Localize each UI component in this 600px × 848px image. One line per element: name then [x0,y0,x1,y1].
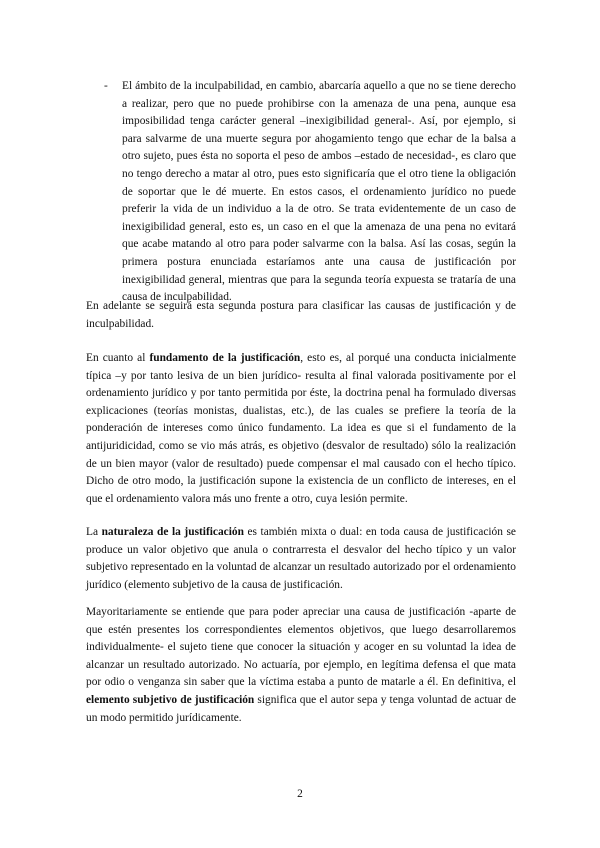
term-fundamento-justificacion: fundamento de la justificación [149,352,301,364]
paragraph-mayoritariamente-body: Mayoritariamente se entiende que para poder apreciar una causa de justificación -aparte de que estén presentes los correspondientes elementos objetivos, que luego desarrollaremos individualmente- el sujeto tiene que conocer la situación y acoger en su voluntad la idea de alcanzar un resultado autorizado. No actuaría, por ejemplo, en legítima defensa el que mata por odio o venganza sin saber que la víctima estaba a punto de matarle a él. En definitiva, el [86,606,516,689]
paragraph-mayoritariamente-tail: significa que el autor sepa y tenga voluntad de actuar de un modo permitido jurídicamente. [86,693,516,724]
paragraph-fundamento-body: , esto es, al porqué una conducta inicialmente típica –y por tanto lesiva de un bien jurídico- resulta al final valorada positivamente por el ordenamiento jurídico y por tanto permitida por éste, la doctrina penal ha formulado diversas explicaciones (teorías monistas, dualistas, etc.), de las cuales se prefiere la teoría de la ponderación de intereses como único fundamento. La idea es que si el fundamento de la antijuridicidad, como se vio más atrás, es objetivo (desvalor de resultado) sólo la realización de un bien mayor (valor de resultado) puede compensar el mal causado con el hecho típico. Dicho de otro modo, la justificación supone la existencia de un conflicto de intereses, en el que el ordenamiento valora más uno frente a otro, cuya lesión permite. [86,352,516,505]
bullet-marker: - [104,80,108,92]
paragraph-naturaleza [86,524,516,594]
paragraph-adelante: En adelante se seguirá esta segunda postura para clasificar las causas de justificación y de inculpabilidad. [86,300,516,330]
paragraph-naturaleza-lead: La [86,526,102,538]
paragraph-fundamento-lead: En cuanto al [86,352,150,364]
term-naturaleza-justificacion: naturaleza de la justificación [101,526,244,538]
page-number: 2 [297,788,303,800]
paragraph-mayoritariamente [86,604,516,727]
bullet-paragraph: El ámbito de la inculpabilidad, en cambio, abarcaría aquello a que no se tiene derecho a realizar, pero que no puede prohibirse con la amenaza de una pena, aunque esa imposibilidad tenga carácter general –inexigibilidad general-. Así, por ejemplo, si para salvarme de una muerte segura por ahogamiento tengo que echar de la balsa a otro sujeto, pues ésta no soporta el peso de ambos –estado de necesidad-, es claro que no tengo derecho a matar al otro, pues esto significaría que el otro tiene la obligación de soportar que le dé muerte. En estos casos, el ordenamiento jurídico no puede preferir la vida de un individuo a la de otro. Se trata evidentemente de un caso de inexigibilidad general, esto es, un caso en el que la amenaza de una pena no evitará que acabe matando al otro para poder salvarme con la balsa. Así las cosas, según la primera postura enunciada estaríamos ante una causa de justificación por inexigibilidad general, mientras que para la segunda teoría expuesta se trataría de una causa de inculpabilidad. [122,80,516,304]
term-elemento-subjetivo: elemento subjetivo de justificación [86,693,255,706]
paragraph-naturaleza-body: es también mixta o dual: en toda causa de justificación se produce un valor objetivo que anula o contrarresta el desvalor del hecho típico y un valor subjetivo representado en la voluntad de alcanzar un resultado autorizado por el ordenamiento jurídico (elemento subjetivo de la causa de justificación. [86,526,516,591]
paragraph-fundamento [86,350,516,508]
